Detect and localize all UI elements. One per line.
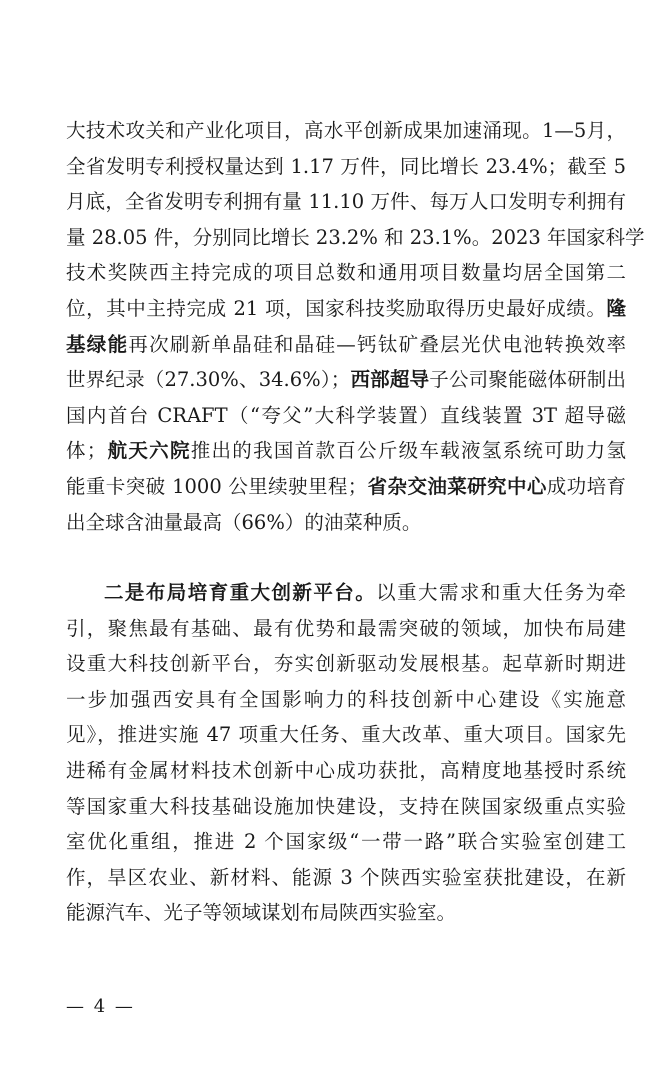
bold-text: 二是布局培育重大创新平台。 — [104, 581, 377, 604]
text-run: 进稀有金属材料技术创新中心成功获批，高精度地基授时系统 — [66, 758, 626, 782]
text-run: 能重卡突破 1000 公里续驶里程； — [66, 474, 368, 498]
text-line — [66, 220, 645, 256]
text-line — [66, 184, 626, 220]
text-run: 室优化重组，推进 2 个国家级“一带一路”联合实验室创建工 — [66, 830, 626, 854]
text-line — [66, 717, 626, 753]
text-line — [66, 575, 626, 611]
paragraph-innovation-platforms — [66, 575, 626, 931]
text-run: 引，聚焦最有基础、最有优势和最需突破的领域，加快布局建 — [66, 616, 626, 640]
text-line — [66, 895, 626, 931]
text-run: 技术奖陕西主持完成的项目总数和通用项目数量均居全国第二 — [66, 261, 626, 285]
text-run: 子公司聚能磁体研制出 — [429, 368, 626, 392]
text-line — [66, 327, 626, 363]
text-run: 大技术攻关和产业化项目，高水平创新成果加速涌现。1—5月， — [66, 119, 626, 142]
text-run: 出全球含油量最高（66%）的油菜种质。 — [66, 510, 422, 534]
text-run: 作，旱区农业、新材料、能源 3 个陕西实验室获批建设，在新 — [66, 865, 626, 889]
bold-text: 航天六院 — [106, 439, 191, 463]
text-run: 月底，全省发明专利拥有量 11.10 万件、每万人口发明专利拥有 — [66, 190, 626, 214]
text-run: 设重大科技创新平台，夯实创新驱动发展根基。起草新时期进 — [66, 652, 626, 676]
bold-text: 隆 — [606, 296, 626, 320]
text-run: 能源汽车、光子等领域谋划布局陕西实验室。 — [66, 901, 457, 925]
text-line — [66, 469, 626, 505]
text-line — [66, 753, 626, 789]
text-run: 成功培育 — [546, 474, 626, 498]
text-run: 等国家重大科技基础设施加快建设，支持在陕国家级重点实验 — [66, 794, 626, 818]
text-run: 全省发明专利授权量达到 1.17 万件，同比增长 23.4%；截至 5 — [66, 154, 626, 178]
text-run: 世界纪录（27.30%、34.6%）； — [66, 368, 351, 392]
text-run: 位，其中主持完成 21 项，国家科技奖励取得历史最好成绩。 — [66, 296, 607, 320]
text-run: 国内首台 CRAFT（“夸父”大科学装置）直线装置 3T 超导磁 — [66, 403, 626, 427]
text-line — [66, 860, 626, 896]
paragraph-achievements — [66, 113, 645, 540]
text-line — [66, 646, 626, 682]
text-line — [66, 255, 626, 291]
text-line — [66, 611, 626, 647]
text-line — [66, 291, 626, 327]
text-line — [66, 682, 626, 718]
text-line — [66, 362, 626, 398]
text-line — [66, 505, 626, 541]
text-line — [66, 433, 626, 469]
page-number: — 4 — — [66, 996, 135, 1017]
bold-text: 省杂交油菜研究中心 — [367, 474, 547, 498]
text-run: 体； — [66, 439, 107, 463]
text-line — [66, 113, 626, 149]
text-run: 以重大需求和重大任务为牵 — [376, 581, 626, 604]
text-line — [66, 149, 626, 185]
text-run: 推出的我国首款百公斤级车载液氢系统可助力氢 — [190, 439, 626, 463]
bold-text: 西部超导 — [350, 368, 430, 392]
text-run: 量 28.05 件，分别同比增长 23.2% 和 23.1%。2023 年国家科学 — [66, 225, 645, 249]
text-run: 再次刷新单晶硅和晶硅—钙钛矿叠层光伏电池转换效率 — [128, 332, 626, 356]
text-line — [66, 824, 626, 860]
text-line — [66, 789, 626, 825]
bold-text: 基绿能 — [66, 332, 129, 356]
text-run: 见》，推进实施 47 项重大任务、重大改革、重大项目。国家先 — [66, 723, 626, 747]
text-run: 一步加强西安具有全国影响力的科技创新中心建设《实施意 — [66, 687, 626, 711]
text-line — [66, 398, 626, 434]
